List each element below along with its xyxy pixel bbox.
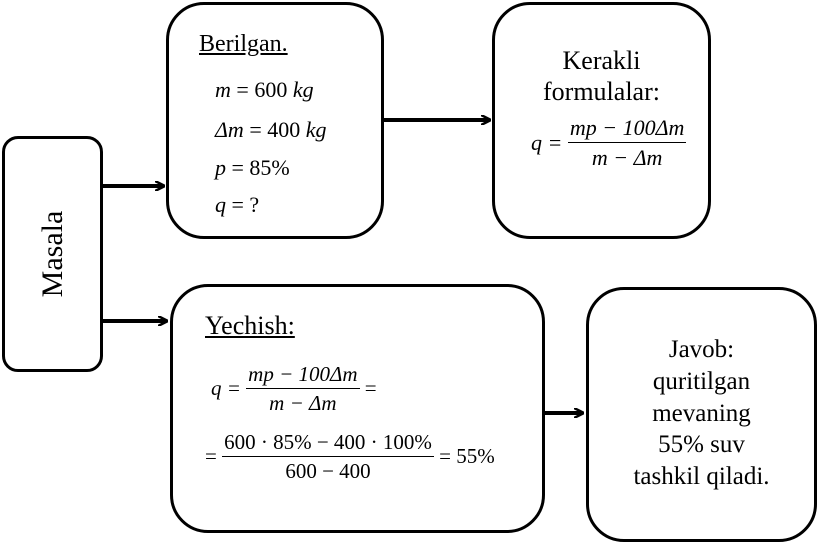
given-title: Berilgan.	[199, 31, 288, 57]
solution-box	[170, 284, 545, 533]
formula-denominator: m − Δm	[591, 145, 663, 171]
formulas-title-line1: Kerakli	[562, 46, 641, 75]
masala-label: Masala	[35, 210, 69, 298]
solution-line1-denominator: m − Δm	[269, 391, 337, 416]
formulas-title-line2: formulalar:	[543, 77, 660, 107]
formula-q	[531, 115, 686, 171]
solution-line1-numerator: mp − 100Δm	[246, 362, 359, 389]
solution-line2-numerator: 600 · 85% − 400 · 100%	[222, 430, 434, 457]
answer-box	[586, 287, 817, 542]
solution-line2-denominator: 600 − 400	[285, 459, 371, 484]
formula-lhs: q =	[531, 129, 563, 155]
answer-line3: mevaning	[652, 399, 751, 427]
answer-line4: 55% suv	[658, 431, 745, 459]
given-line-p: p = 85%	[215, 155, 290, 180]
masala-box	[2, 136, 103, 372]
given-line-dm: Δm = 400 kg	[215, 117, 327, 142]
solution-title: Yechish:	[205, 311, 295, 340]
formulas-box	[492, 2, 711, 239]
given-line-m: m = 600 kg	[215, 77, 314, 102]
answer-line5: tashkil qiladi.	[633, 463, 770, 490]
solution-result: = 55%	[439, 444, 495, 469]
given-line-q: q = ?	[215, 192, 260, 217]
solution-line1: q = $\frac{mp - 100\Delta m}{m - \Delta m}$ =	[211, 362, 377, 416]
given-box	[166, 2, 384, 239]
answer-line2: quritilgan	[652, 367, 751, 395]
answer-line1: Javob:	[668, 336, 735, 363]
solution-line2: = $\frac{600 \cdot 85\% - 400 \cdot 100\%}{600 - 400}$ = 55%	[205, 430, 495, 484]
formula-numerator: mp − 100Δm	[568, 115, 687, 143]
